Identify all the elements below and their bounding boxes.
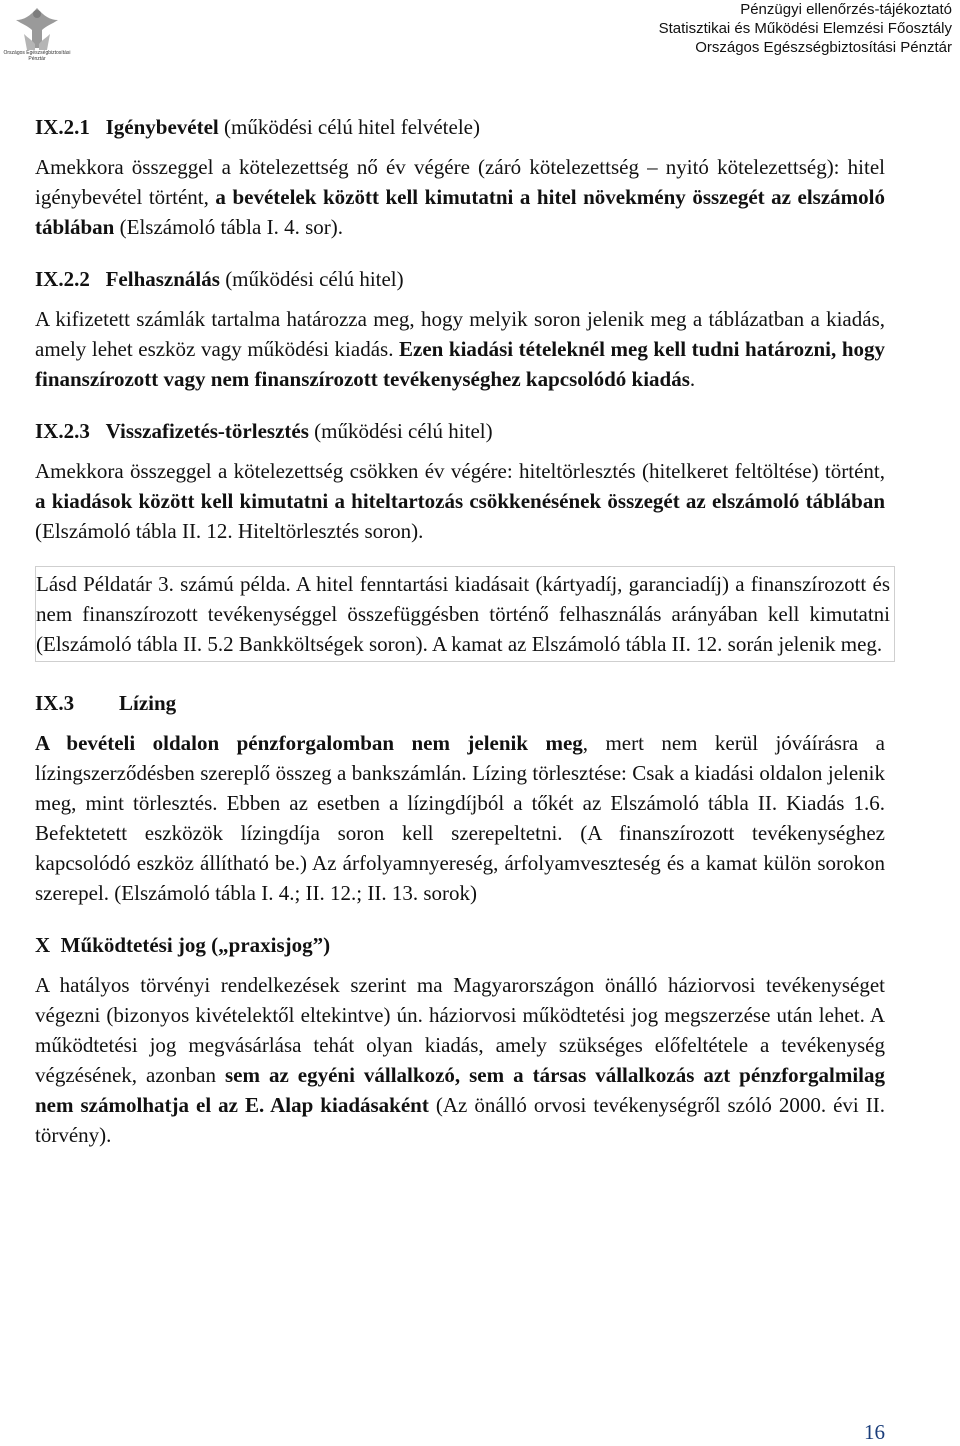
paragraph (35, 152, 885, 242)
section-number: IX.2.1 (35, 115, 90, 139)
section-title: Lízing (119, 691, 177, 715)
text-run: Amekkora összeggel a kötelezettség nő év végére (záró kötelezettség – nyitó kötelezettség): hitel igénybevétel történt, (35, 155, 885, 209)
page-header (0, 0, 960, 70)
paragraph (35, 728, 885, 908)
section-number: X (35, 933, 51, 957)
section-title-rest: (működési célú hitel) (219, 267, 404, 291)
section-title: Visszafizetés-törlesztés (105, 419, 309, 443)
bold-text: sem az egyéni vállalkozó, sem a társas vállalkozás azt pénzforgalmilag nem számolhatja el az E. Alap kiadásaként (35, 1063, 885, 1117)
section-heading (35, 930, 885, 960)
bold-text: A bevételi oldalon pénzforgalomban nem jelenik meg (35, 731, 583, 755)
text-run: Amekkora összeggel a kötelezettség csökken év végére: hiteltörlesztés (hitelkeret feltöltése) történt, (35, 459, 885, 483)
text-run: (Az önálló orvosi tevékenységről szóló 2000. évi II. törvény). (35, 1093, 885, 1147)
bold-text: a kiadások között kell kimutatni a hiteltartozás csökkenésének összegét az elszámoló táblában (35, 489, 885, 513)
text-run: (Elszámoló tábla I. 4. sor). (114, 215, 343, 239)
section-title-rest: (működési célú hitel) (308, 419, 493, 443)
text-run: (Elszámoló tábla II. 12. Hiteltörlesztés soron). (35, 519, 424, 543)
section-heading (35, 416, 885, 446)
header-line: Statisztikai és Működési Elemzési Főosztály (658, 20, 952, 37)
header-line: Pénzügyi ellenőrzés-tájékoztató (740, 1, 952, 18)
section-heading (35, 688, 885, 718)
header-text (659, 0, 952, 57)
section-number: IX.3 (35, 691, 75, 715)
text-run: A kifizetett számlák tartalma határozza meg, hogy melyik soron jelenik meg a táblázatban a kiadás, amely lehet eszköz vagy működési kiadás. (35, 307, 885, 361)
logo-caption: Országos Egészségbiztosítási Pénztár (3, 50, 71, 62)
section-heading (35, 264, 885, 294)
page-number: 16 (864, 1420, 885, 1444)
text-run: . (689, 367, 696, 391)
paragraph (35, 456, 885, 546)
example-note-box: Lásd Példatár 3. számú példa. A hitel fenntartási kiadásait (kártyadíj, garanciadíj) a finanszírozott és nem finanszírozott tevékenységgel összefüggésben történő felhasználás arányában kell kimutatni (Elszámoló tábla II. 5.2 Bankköltségek soron). A kamat az Elszámoló tábla II. 12. során jelenik meg. (35, 566, 895, 662)
paragraph (35, 304, 885, 394)
document-body (35, 112, 890, 1150)
section-number: IX.2.3 (35, 419, 90, 443)
text-run: A hatályos törvényi rendelkezések szerint ma Magyarországon önálló háziorvosi tevékenységet végezni (bizonyos kivételektől eltekintve) ún. háziorvosi működtetési jog megszerzése után lehet. A működtetési jog megvásárlása tehát olyan kiadás, amely szükséges előfeltétele a tevékenység végzésének, azonban (35, 973, 885, 1087)
text-run: , mert nem kerül jóváírásra a lízingszerződésben szereplő összeg a bankszámlán. Lízing törlesztése: Csak a kiadási oldalon jelenik meg, mint törlesztés. Ebben az esetben a lízingdíjból a tőkét az Elszámoló tábla II. Kiadás 1.6. Befektetett eszközök lízingdíja soron kell szerepeltetni. (A finanszírozott tevékenységhez kapcsolódó eszköz állítható be.) Az árfolyamnyereség, árfolyamveszteség és a kamat külön sorokon szerepel. (Elszámoló tábla I. 4.; II. 12.; II. 13. sorok) (35, 731, 885, 905)
paragraph (35, 970, 885, 1150)
section-title-rest: (működési célú hitel felvétele) (218, 115, 480, 139)
section-title: Működtetési jog („praxisjog”) (60, 933, 331, 957)
bold-text: a bevételek között kell kimutatni a hitel növekmény összegét az elszámoló táblában (35, 185, 885, 239)
header-line: Országos Egészségbiztosítási Pénztár (695, 39, 952, 56)
section-title: Felhasználás (105, 267, 220, 291)
section-title: Igénybevétel (105, 115, 219, 139)
bold-text: Ezen kiadási tételeknél meg kell tudni határozni, hogy finanszírozott vagy nem finanszírozott tevékenységhez kapcsolódó kiadás (35, 337, 885, 391)
section-heading (35, 112, 885, 142)
section-number: IX.2.2 (35, 267, 90, 291)
